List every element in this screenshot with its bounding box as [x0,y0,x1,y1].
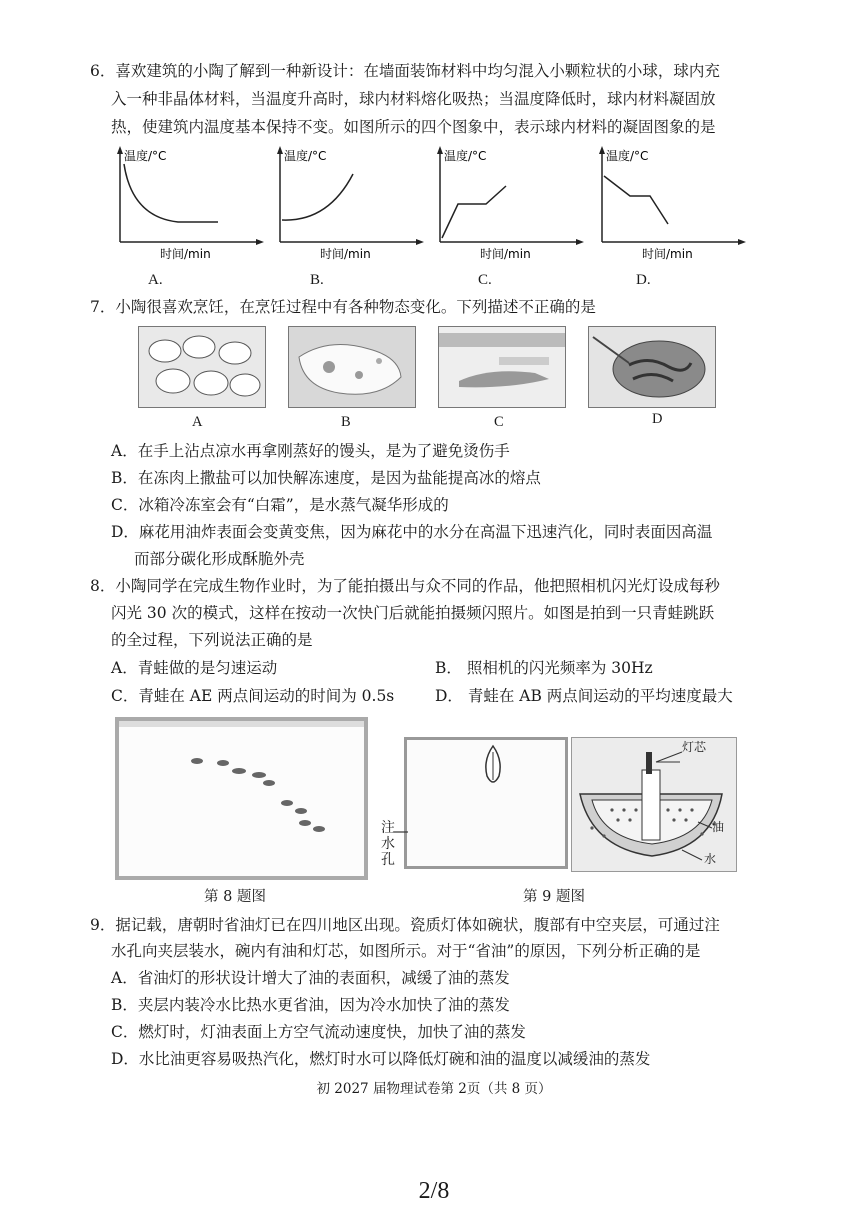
q9-option-c: C．燃灯时，灯油表面上方空气流动速度快，加快了油的蒸发 [111,1023,526,1041]
y-axis-label: 温度/°C [124,149,167,163]
q6-option-a-label: A. [148,272,163,288]
q8-option-c: C．青蛙在 AE 两点间运动的时间为 0.5s [111,687,395,705]
q6-stem-line-3: 热，使建筑内温度基本保持不变。如图所示的四个图象中，表示球内材料的凝固图象的是 [111,118,716,136]
q9-stem-line-1: 9．据记载，唐朝时省油灯已在四川地区出现。瓷质灯体如碗状，腹部有中空夹层，可通过注 [90,916,720,934]
y-axis-label: 温度/°C [606,149,649,163]
q9-option-d: D．水比油更容易吸热汽化，燃灯时水可以降低灯碗和油的温度以减缓油的蒸发 [111,1050,651,1068]
q8-option-d: D． 青蛙在 AB 两点间运动的平均速度最大 [435,687,733,705]
q7-photo-d-label: D [652,411,663,427]
q6-option-c-label: C. [478,272,492,288]
q7-photo-b-label: B [341,414,351,430]
q7-photo-c-label: C [494,414,504,430]
q7-option-a: A．在手上沾点凉水再拿刚蒸好的馒头，是为了避免烫伤手 [111,442,510,460]
q8-stem-line-1: 8．小陶同学在完成生物作业时，为了能拍摄出与众不同的作品，他把照相机闪光灯设成每秒 [90,577,720,595]
q9-stem-line-2: 水孔向夹层装水，碗内有油和灯芯，如图所示。对于“省油”的原因，下列分析正确的是 [111,942,701,960]
q7-photo-a-steamed-buns [138,326,266,408]
q9-wick-label: 灯芯 [682,740,707,754]
q8-stem-line-2: 闪光 30 次的模式，这样在按动一次快门后就能拍摄频闪照片。如图是拍到一只青蛙跳跃 [111,604,715,622]
q8-stem-line-3: 的全过程，下列说法正确的是 [111,631,313,649]
q6-option-d-label: D. [636,272,651,288]
q9-option-b: B．夹层内装冷水比热水更省油，因为冷水加快了油的蒸发 [111,996,510,1014]
q7-option-d-line-2: 而部分碳化形成酥脆外壳 [134,550,305,568]
x-axis-label: 时间/min [320,247,371,261]
q9-inlet-label-1: 注 [381,820,395,836]
q8-option-a: A．青蛙做的是匀速运动 [111,659,278,677]
q7-option-c: C．冰箱冷冻室会有“白霜”，是水蒸气凝华形成的 [111,496,449,514]
q9-water-label: 水 [704,852,717,866]
q7-option-d-line-1: D．麻花用油炸表面会变黄变焦，因为麻花中的水分在高温下迅速汽化，同时表面因高温 [111,523,713,541]
y-axis-label: 温度/°C [284,149,327,163]
x-axis-label: 时间/min [480,247,531,261]
q6-graph-b [268,142,428,272]
q8-figure-frog-strobe-photo [115,717,368,880]
q6-graph-a [108,142,268,272]
q6-stem-line-2: 入一种非晶体材料，当温度升高时，球内材料熔化吸热；当温度降低时，球内材料凝固放 [111,90,716,108]
q9-inlet-label-3: 孔 [381,852,395,868]
q9-figure-lamp-body [404,737,568,869]
q8-option-b: B． 照相机的闪光频率为 30Hz [435,659,653,677]
page-footer: 初 2027 届物理试卷第 2页（共 8 页） [316,1081,552,1097]
q9-option-a: A．省油灯的形状设计增大了油的表面积，减缓了油的蒸发 [111,969,510,987]
q7-photo-a-label: A [192,414,203,430]
figure-8-caption: 第 8 题图 [204,889,266,905]
q7-photo-c-frost-in-freezer [438,326,566,408]
q7-option-b: B．在冻肉上撒盐可以加快解冻速度，是因为盐能提高冰的熔点 [111,469,541,487]
q9-oil-label: 油 [712,820,725,834]
q9-inlet-label-2: 水 [381,836,395,852]
q7-photo-b-frozen-meat [288,326,416,408]
q6-graph-c [428,142,588,272]
x-axis-label: 时间/min [160,247,211,261]
page-number: 2/8 [418,1178,450,1204]
q7-stem: 7．小陶很喜欢烹饪，在烹饪过程中有各种物态变化。下列描述不正确的是 [90,298,596,316]
inlet-arrow [394,829,410,835]
q6-stem-line-1: 6．喜欢建筑的小陶了解到一种新设计：在墙面装饰材料中均匀混入小颗粒状的小球，球内充 [90,62,720,80]
x-axis-label: 时间/min [642,247,693,261]
q6-graph-d [590,142,750,272]
y-axis-label: 温度/°C [444,149,487,163]
figure-9-caption: 第 9 题图 [523,889,585,905]
q7-photo-d-fried-dough [588,326,716,408]
q6-option-b-label: B. [310,272,324,288]
